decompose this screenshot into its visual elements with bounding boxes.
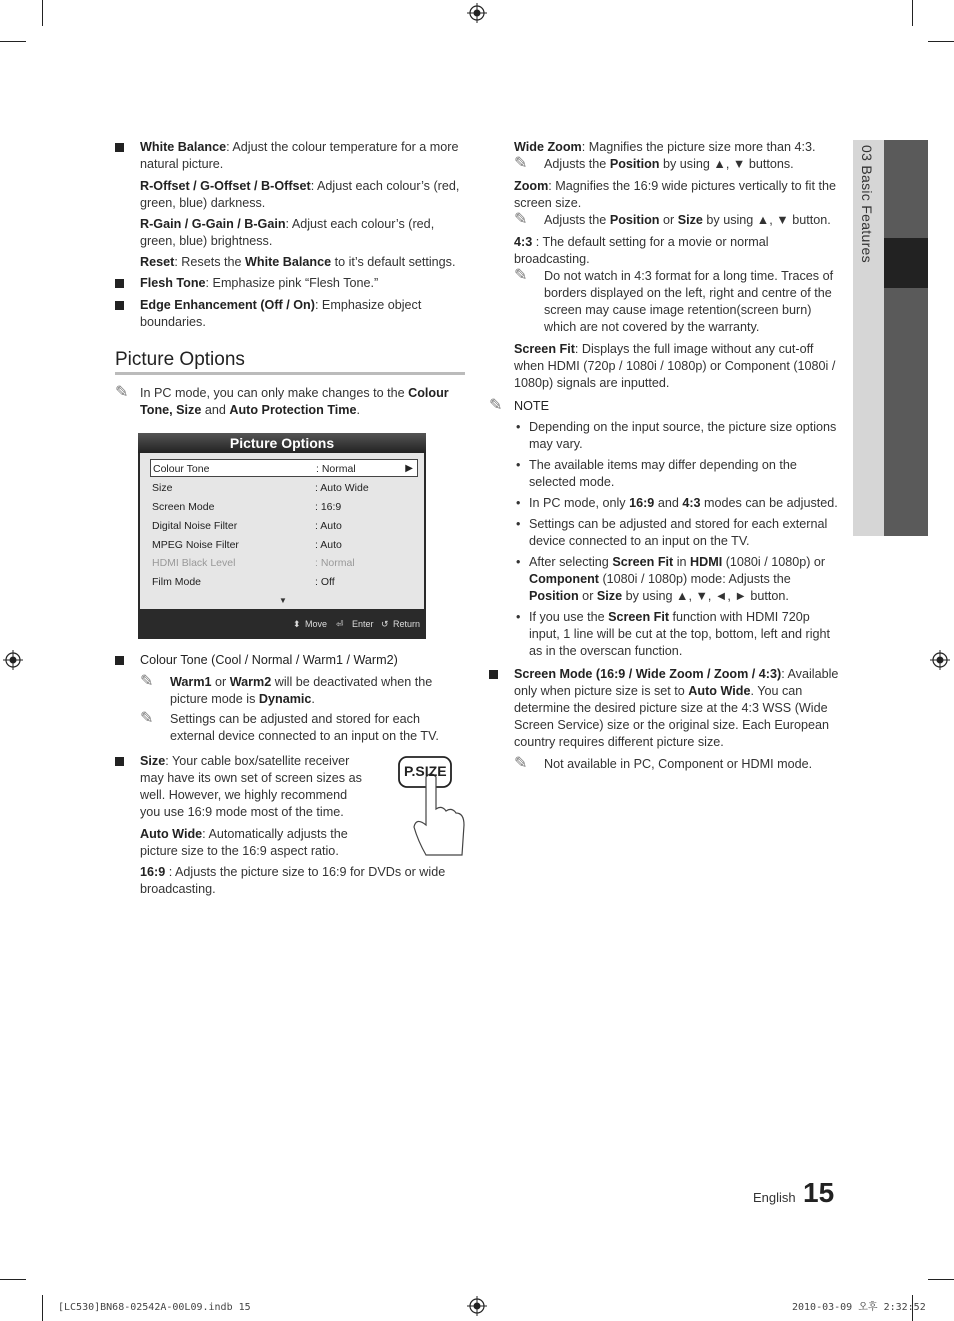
list-item: Size: Your cable box/satellite receiver may have its own set of screen sizes as well. However, we highly recommend you use 16:9 mode most of the time. bbox=[115, 753, 367, 821]
enter-icon: ⏎ bbox=[336, 619, 344, 629]
crop-mark bbox=[42, 1295, 43, 1321]
registration-mark-icon bbox=[467, 3, 487, 23]
menu-title: Picture Options bbox=[138, 433, 426, 453]
arrow-right-icon: ▶ bbox=[405, 463, 413, 474]
crop-mark bbox=[0, 1279, 26, 1280]
menu-item-size[interactable]: Size : Auto Wide bbox=[152, 482, 369, 494]
scroll-down-icon[interactable]: ▼ bbox=[279, 596, 287, 605]
pencil-note-icon: ✎ bbox=[115, 382, 129, 401]
print-file-info: [LC530]BN68-02542A-00L09.indb 15 bbox=[58, 1302, 251, 1313]
list-item: Flesh Tone: Emphasize pink “Flesh Tone.” bbox=[115, 275, 465, 292]
list-item: • After selecting Screen Fit in HDMI (1080i / 1080p) or Component (1080i / 1080p) mode: Adjusts the Position or Size by using ▲, ▼, ◄, ► button. bbox=[516, 555, 826, 603]
crop-mark bbox=[928, 1279, 954, 1280]
menu-body bbox=[140, 453, 424, 609]
white-balance-details: R-Offset / G-Offset / B-Offset: Adjust each colour’s (red, green, blue) darkness. R-Gain / G-Gain / B-Gain: Adjust each colour’s (red, green, blue) brightness. Reset: Resets the White Balance to it’s default settings. bbox=[140, 179, 460, 269]
list-item: White Balance: Adjust the colour temperature for a more natural picture. bbox=[115, 139, 465, 173]
pencil-note-icon: ✎ bbox=[514, 209, 528, 228]
list-item: • Depending on the input source, the picture size options may vary. bbox=[516, 420, 837, 451]
list-item: • The available items may differ depending on the selected mode. bbox=[516, 458, 797, 489]
pencil-note-icon: ✎ bbox=[140, 708, 154, 727]
note: ✎ In PC mode, you can only make changes to the Colour Tone, Size and Auto Protection Time. bbox=[115, 382, 449, 417]
menu-item-colour-tone[interactable]: Colour Tone : Normal ▶ bbox=[150, 459, 418, 477]
list-item: Colour Tone (Cool / Normal / Warm1 / Warm2) bbox=[115, 652, 465, 669]
pencil-note-icon: ✎ bbox=[514, 153, 528, 172]
registration-mark-icon bbox=[930, 650, 950, 670]
chapter-tab-label: 03 Basic Features bbox=[859, 145, 875, 263]
print-date-info: 2010-03-09 오후 2:32:52 bbox=[792, 1302, 926, 1313]
registration-mark-icon bbox=[3, 650, 23, 670]
crop-mark bbox=[912, 0, 913, 26]
left-column-lower: Colour Tone (Cool / Normal / Warm1 / Warm2) ✎ Warm1 or Warm2 will be deactivated when the picture mode is Dynamic. ✎ Settings can be adjusted and stored for each external device connected to an input on the TV. Size: Your cable box/satellite receiver may have its own set of screen sizes as well. However, we highly recommend you use 16:9 mode most of the time. Auto Wide: Automatically adjusts the picture size to the 16:9 aspect ratio. 16:9 : Adjusts the picture size to 16:9 for DVDs or wide broadcasting. bbox=[115, 652, 465, 902]
right-column: Wide Zoom: Magnifies the picture size more than 4:3. ✎ Adjusts the Position by using ▲, ▼ buttons. Zoom: Magnifies the 16:9 wide pictures vertically to fit the screen size. ✎ Adjusts the Position or Size by using ▲, ▼ button. 4:3 : The default setting for a movie or normal broadcasting. ✎ Do not watch in 4:3 format for a long time. Traces of borders displayed on the left, right and centre of the screen may cause image retention(screen burn) which are not covered by the warranty. Screen Fit: Displays the full image without any cut-off when HDMI (720p / 1080i / 1080p) or Component (1080i / 1080p) signals are inputted. ✎ NOTE • Depending on the input source, the picture size options may vary. • The available items may differ depending on the selected mode. • In PC mode, only 16:9 and 4:3 modes can be adjusted. • Settings can be adjusted and stored for each external device connected to an input on the TV. • After selecting Screen Fit in HDMI (1080i / 1080p) or Component (1080i / 1080p) mode: Adjusts the Position or Size by using ▲, ▼, ◄, ► button. • If you use the Screen Fit function with HDMI 720p input, 1 line will be cut at the top, bottom, left and right as in the overscan function. Screen Mode (16:9 / Wide Zoom / Zoom / 4:3): Available only when picture size is set to Auto Wide. You can determine the desired picture size at the 4:3 WSS (Wide Screen Service) size or the original size. Each European country requires different picture size. ✎ Not available in PC, Component or HDMI mode. bbox=[489, 139, 841, 776]
page-number: 15 bbox=[803, 1177, 835, 1208]
menu-item-digital-noise-filter[interactable]: Digital Noise Filter : Auto bbox=[152, 520, 342, 532]
left-column bbox=[115, 139, 465, 422]
registration-mark-icon bbox=[467, 1296, 487, 1316]
note-heading: ✎ NOTE bbox=[489, 395, 549, 414]
picture-options-menu bbox=[138, 433, 426, 639]
list-item: Screen Mode (16:9 / Wide Zoom / Zoom / 4:3): Available only when picture size is set to Auto Wide. You can determine the desired picture size at the 4:3 WSS (Wide Screen Service) size or the original size. Each European country requires different picture size. bbox=[489, 666, 841, 751]
crop-mark bbox=[0, 41, 26, 42]
menu-item-mpeg-noise-filter[interactable]: MPEG Noise Filter : Auto bbox=[152, 539, 342, 551]
footer-language: English bbox=[753, 1190, 796, 1205]
menu-footer: ⬍ Move ⏎ Enter ↺ Return bbox=[138, 611, 426, 637]
note: ✎ Settings can be adjusted and stored for each external device connected to an input on the TV. bbox=[140, 708, 439, 743]
pencil-note-icon: ✎ bbox=[489, 395, 503, 414]
list-item: • Settings can be adjusted and stored for each external device connected to an input on the TV. bbox=[516, 517, 828, 548]
note: ✎ Warm1 or Warm2 will be deactivated when the picture mode is Dynamic. bbox=[140, 671, 433, 706]
section-title: Picture Options bbox=[115, 351, 465, 375]
note: ✎ Adjusts the Position by using ▲, ▼ buttons. bbox=[514, 153, 794, 172]
note: ✎ Not available in PC, Component or HDMI mode. bbox=[514, 753, 813, 772]
pencil-note-icon: ✎ bbox=[514, 753, 528, 772]
list-item: • If you use the Screen Fit function with HDMI 720p input, 1 line will be cut at the top, bottom, left and right as in the overscan function. bbox=[516, 610, 831, 658]
move-icon: ⬍ bbox=[293, 619, 301, 629]
chapter-tab-dark bbox=[884, 140, 928, 536]
pencil-note-icon: ✎ bbox=[514, 265, 528, 284]
menu-item-screen-mode[interactable]: Screen Mode : 16:9 bbox=[152, 501, 342, 513]
crop-mark bbox=[928, 41, 954, 42]
list-item: Edge Enhancement (Off / On): Emphasize object boundaries. bbox=[115, 297, 465, 331]
list-item: • In PC mode, only 16:9 and 4:3 modes can be adjusted. bbox=[516, 496, 838, 510]
psize-button-label: P.SIZE bbox=[404, 763, 447, 779]
crop-mark bbox=[42, 0, 43, 26]
note: ✎ Adjusts the Position or Size by using ▲, ▼ button. bbox=[514, 209, 831, 228]
return-icon: ↺ bbox=[381, 619, 389, 629]
chapter-tab-marker bbox=[884, 238, 928, 288]
menu-item-film-mode[interactable]: Film Mode : Off bbox=[152, 576, 335, 588]
note: ✎ Do not watch in 4:3 format for a long time. Traces of borders displayed on the left, right and centre of the screen may cause image retention(screen burn) which are not covered by the warranty. bbox=[514, 265, 834, 334]
note-list bbox=[489, 419, 841, 660]
menu-item-hdmi-black-level: HDMI Black Level : Normal bbox=[152, 557, 355, 569]
pencil-note-icon: ✎ bbox=[140, 671, 154, 690]
